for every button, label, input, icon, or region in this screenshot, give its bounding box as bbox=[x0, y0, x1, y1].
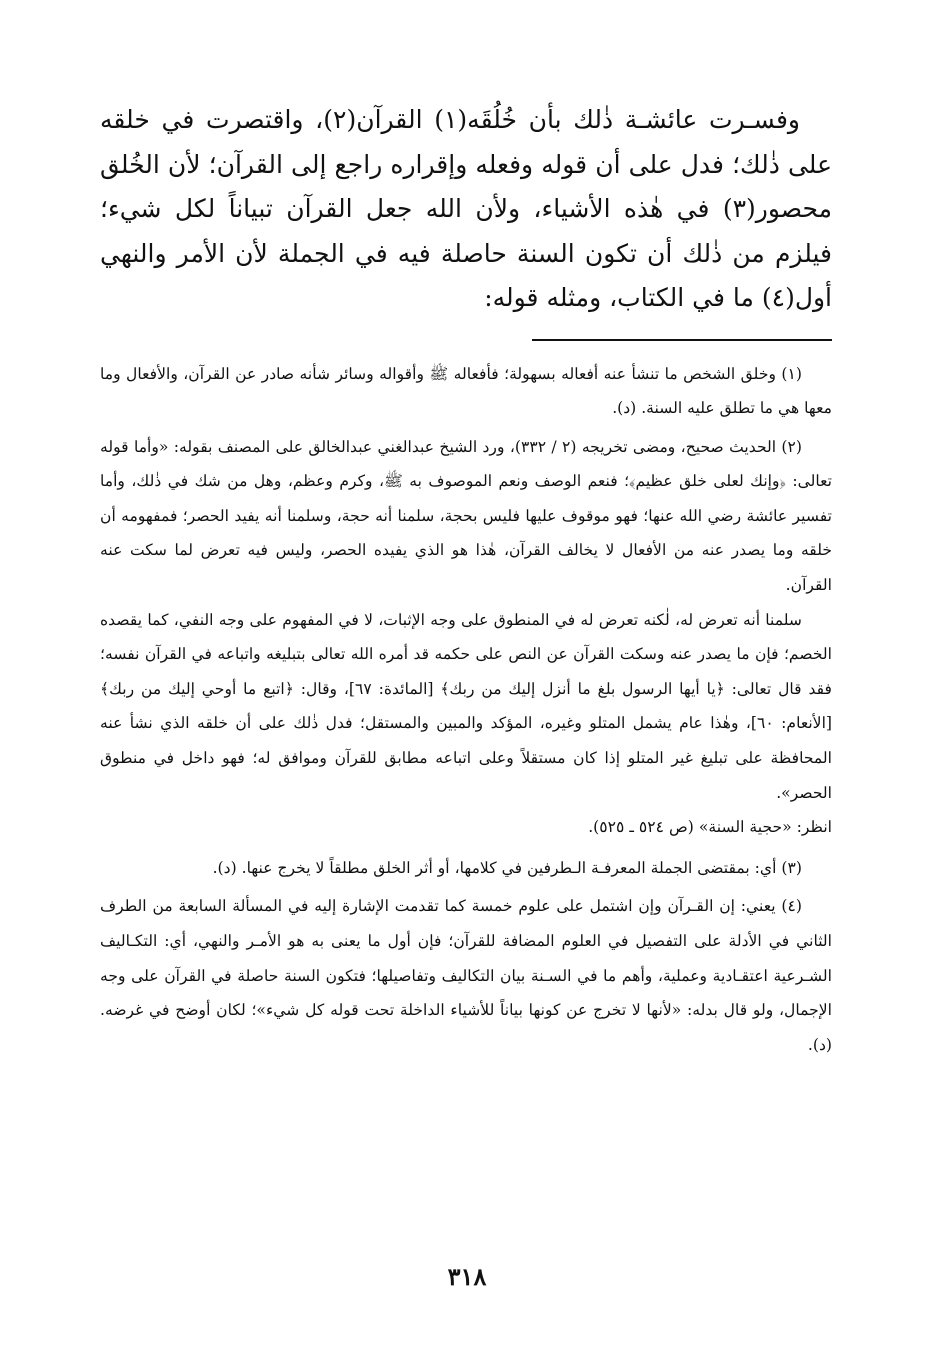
footnote-4: (٤) يعني: إن القـرآن وإن اشتمل على علوم خمسة كما تقدمت الإشارة إليه في المسألة السابعة من الطرف الثاني في الأدلة على التفصيل في العلوم المضافة للقرآن؛ فإن أول ما يعنى به هو الأمـر والنهي، أي: التكـاليف الشـرعية اعتقـادية وعملية، وأهم ما في السـنة بيان التكاليف وتفاصيلها؛ فتكون السنة حاصلة في القرآن على وجه الإجمال، ولو قال بدله: «لأنها لا تخرج عن كونها بياناً للأشياء الداخلة تحت قوله كل شيء»؛ لكان أوضح في غرضه. (د). bbox=[100, 897, 832, 1054]
footnote-1: (١) وخلق الشخص ما تنشأ عنه أفعاله بسهولة؛ فأفعاله ﷺ وأقواله وسائر شأنه صادر عن القرآن، والأفعال وما معها هي ما تطلق عليه السنة. (د). bbox=[100, 364, 832, 418]
footnote-3: (٣) أي: بمقتضى الجملة المعرفـة الـطرفين في كلامها، أو أثر الخلق مطلقاً لا يخرج عنها. (د). bbox=[212, 858, 802, 877]
footnote-separator bbox=[532, 339, 832, 341]
page-number: ٣١٨ bbox=[447, 1262, 487, 1291]
footnote-2-reference: انظر: «حجية السنة» (ص ٥٢٤ ـ ٥٢٥). bbox=[588, 818, 832, 837]
page-content bbox=[100, 98, 832, 1070]
main-paragraph: وفسـرت عائشـة ذٰلك بأن خُلُقَه(١) القرآن(٢)، واقتصرت في خلقه على ذٰلك؛ فدل على أن قوله وفعله وإقراره راجع إلى القرآن؛ لأن الخُلق محصور(٣) في هٰذه الأشياء، ولأن الله جعل القرآن تبياناً لكل شيء؛ فيلزم من ذٰلك أن تكون السنة حاصلة فيه في الجملة لأن الأمر والنهي أول(٤) ما في الكتاب، ومثله قوله: bbox=[100, 105, 832, 312]
main-text bbox=[100, 98, 832, 321]
footnote-2-continuation: سلمنا أنه تعرض له، لٰكنه تعرض له في المنطوق على وجه الإثبات، لا في المفهوم على وجه النفي، كما يقصده الخصم؛ فإن ما يصدر عنه وسكت القرآن عن النص على حكمه قد أمره الله تعالى بتبليغه واتباعه في القرآن نفسه؛ فقد قال تعالى: ﴿يا أيها الرسول بلغ ما أنزل إليك من ربك﴾ [المائدة: ٦٧]، وقال: ﴿اتبع ما أوحي إليك من ربك﴾ [الأنعام: ٦٠]، وهٰذا عام يشمل المتلو وغيره، المؤكد والمبين والمستقل؛ فدل ذٰلك على أن خلقه الذي نشأ عنه المحافظة على تبليغ غير المتلو إذا كان مستقلاً وعلى اتباعه مطابق للقرآن وموافق له؛ فهو داخل في منطوق الحصر». bbox=[100, 610, 833, 802]
footnotes bbox=[100, 357, 832, 1063]
footnote-2: (٢) الحديث صحيح، ومضى تخريجه (٢ / ٣٣٢)، ورد الشيخ عبدالغني عبدالخالق على المصنف بقوله: «وأما قوله تعالى: ﴿وإنك لعلى خلق عظيم﴾؛ فنعم الوصف ونعم الموصوف به ﷺ، وكرم وعظم، وهل من شك في ذٰلك، وأما تفسير عائشة رضي الله عنها؛ فهو موقوف عليها فليس بحجة، سلمنا أنه حجة، وسلمنا أنه يفيد الحصر؛ فمفهومه أن خلقه وما يصدر عنه من الأفعال لا يخالف القرآن، هٰذا هو الذي يفيده الحصر، وليس فيه تعرض لما سكت عنه القرآن. bbox=[100, 437, 832, 595]
